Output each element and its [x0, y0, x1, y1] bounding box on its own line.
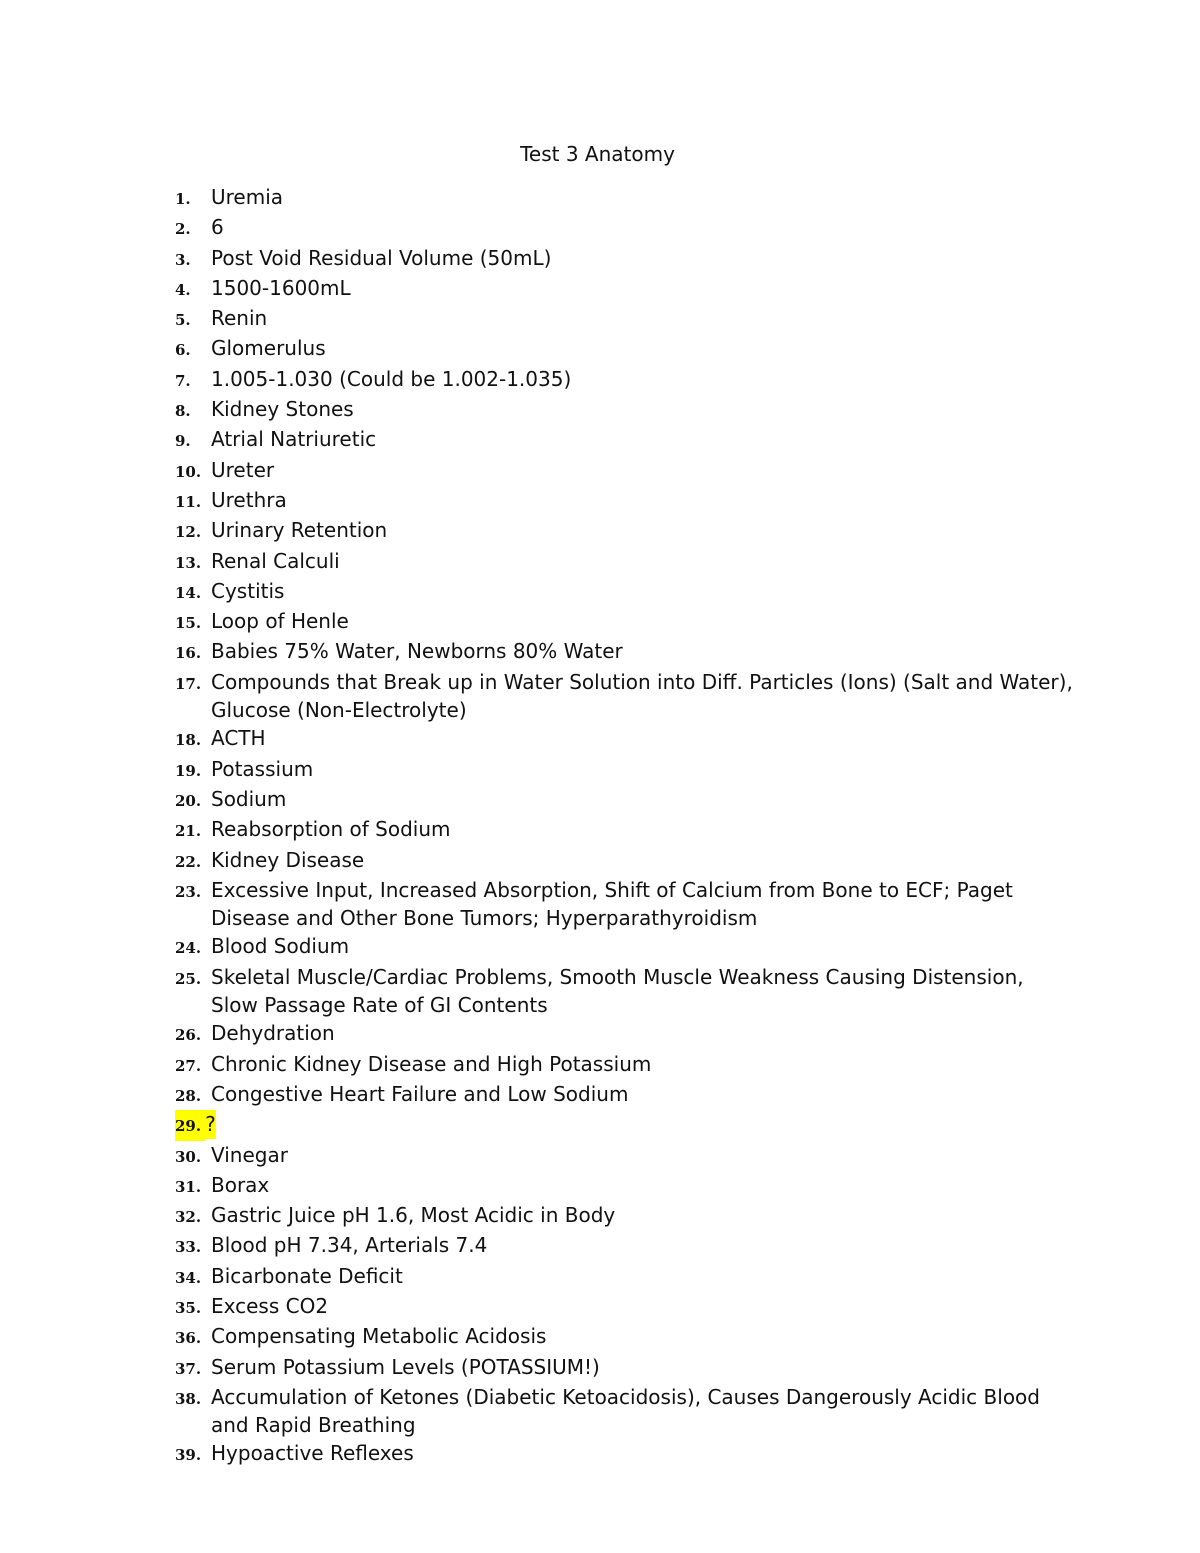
answer-item	[175, 1353, 1075, 1383]
answer-item	[175, 1439, 1075, 1469]
answer-text: Cystitis	[211, 578, 285, 603]
answer-item	[175, 486, 1075, 516]
answer-number: 39.	[175, 1446, 202, 1465]
answer-number: 9.	[175, 432, 191, 451]
answer-text: Blood Sodium	[211, 934, 350, 959]
answer-text: Blood pH 7.34, Arterials 7.4	[211, 1233, 488, 1258]
answer-number: 21.	[175, 822, 202, 841]
answer-item	[175, 1110, 1075, 1140]
answer-number: 36.	[175, 1329, 202, 1348]
answer-number: 20.	[175, 791, 202, 810]
answer-number: 8.	[175, 402, 191, 421]
answer-item	[175, 183, 1075, 213]
answer-number: 14.	[175, 583, 202, 602]
answer-item	[175, 724, 1075, 754]
answer-item	[175, 668, 1080, 725]
answer-text: Kidney Stones	[211, 397, 354, 422]
answer-number: 23.	[175, 882, 202, 901]
answer-number: 5.	[175, 311, 191, 330]
answer-item	[175, 1383, 1075, 1440]
answer-text: Ureter	[211, 457, 275, 482]
answer-text: Urinary Retention	[211, 518, 388, 543]
answer-number: 33.	[175, 1238, 202, 1257]
answer-text: Bicarbonate Deficit	[211, 1263, 403, 1288]
answer-number: 28.	[175, 1086, 202, 1105]
answer-text: Renin	[211, 306, 268, 331]
answer-item	[175, 456, 1075, 486]
answer-item	[175, 1201, 1075, 1231]
answer-number: 26.	[175, 1026, 202, 1045]
answer-text: ?	[205, 1110, 216, 1138]
answer-item	[175, 1019, 1075, 1049]
answer-item	[175, 1080, 1075, 1110]
answer-number: 25.	[175, 969, 202, 988]
answer-item	[175, 963, 1075, 1020]
answer-item	[175, 815, 1075, 845]
answer-text: Excess CO2	[211, 1293, 329, 1318]
answer-item	[175, 1292, 1075, 1322]
answer-number: 7.	[175, 371, 191, 390]
answer-item	[175, 785, 1075, 815]
answer-text: Accumulation of Ketones (Diabetic Ketoacidosis), Causes Dangerously Acidic Blood and Rapid Breathing	[211, 1384, 1047, 1438]
answer-item	[175, 274, 1075, 304]
answer-text: Dehydration	[211, 1021, 335, 1046]
answer-item	[175, 213, 1075, 243]
answer-text: Potassium	[211, 756, 314, 781]
answer-item	[175, 1322, 1075, 1352]
answer-text: Glomerulus	[211, 336, 326, 361]
answer-text: 1500-1600mL	[211, 275, 351, 300]
answer-number: 12.	[175, 523, 202, 542]
answer-number: 6.	[175, 341, 191, 360]
answer-text: Vinegar	[211, 1142, 288, 1167]
answer-text: Compensating Metabolic Acidosis	[211, 1324, 547, 1349]
answer-number: 4.	[175, 280, 191, 299]
answer-number: 15.	[175, 614, 202, 633]
answer-list	[175, 183, 1080, 1470]
answer-item	[175, 1141, 1075, 1171]
answer-number: 19.	[175, 761, 202, 780]
answer-item	[175, 365, 1075, 395]
answer-number: 31.	[175, 1177, 202, 1196]
answer-number: 35.	[175, 1298, 202, 1317]
answer-item	[175, 395, 1075, 425]
answer-text: Loop of Henle	[211, 609, 349, 634]
answer-text: Excessive Input, Increased Absorption, Shift of Calcium from Bone to ECF; Paget Disease and Other Bone Tumors; Hyperparathyroidism	[211, 877, 1020, 931]
answer-text: 1.005-1.030 (Could be 1.002-1.035)	[211, 366, 572, 391]
answer-item	[175, 516, 1075, 546]
answer-text: Hypoactive Reflexes	[211, 1441, 414, 1466]
answer-text: Uremia	[211, 185, 284, 209]
answer-number: 24.	[175, 939, 202, 958]
answer-text: Post Void Residual Volume (50mL)	[211, 245, 552, 270]
answer-item	[175, 425, 1075, 455]
answer-item	[175, 1050, 1075, 1080]
answer-text: Gastric Juice pH 1.6, Most Acidic in Body	[211, 1203, 616, 1228]
answer-number: 16.	[175, 644, 202, 663]
answer-item	[175, 932, 1075, 962]
answer-item	[175, 876, 1075, 933]
answer-text: Renal Calculi	[211, 548, 340, 573]
answer-item	[175, 547, 1075, 577]
answer-number: 29.	[175, 1110, 205, 1140]
document-title: Test 3 Anatomy	[520, 142, 675, 166]
answer-text: ACTH	[211, 726, 266, 751]
answer-item	[175, 304, 1075, 334]
answer-text: Urethra	[211, 487, 287, 512]
answer-item	[175, 244, 1075, 274]
answer-item	[175, 846, 1075, 876]
answer-text: Congestive Heart Failure and Low Sodium	[211, 1081, 629, 1106]
answer-text: Kidney Disease	[211, 847, 365, 872]
answer-text: Skeletal Muscle/Cardiac Problems, Smooth Muscle Weakness Causing Distension, Slow Passage Rate of GI Contents	[211, 964, 1030, 1018]
answer-number: 34.	[175, 1268, 202, 1287]
answer-item	[175, 1231, 1075, 1261]
answer-item	[175, 1262, 1075, 1292]
answer-text: Serum Potassium Levels (POTASSIUM!)	[211, 1354, 600, 1379]
answer-text: Compounds that Break up in Water Solution into Diff. Particles (Ions) (Salt and Water), Glucose (Non-Electrolyte)	[211, 669, 1080, 723]
answer-text: Chronic Kidney Disease and High Potassium	[211, 1051, 652, 1076]
answer-number: 3.	[175, 250, 191, 269]
answer-number: 27.	[175, 1056, 202, 1075]
answer-item	[175, 607, 1075, 637]
answer-item	[175, 577, 1075, 607]
answer-text: Atrial Natriuretic	[211, 427, 377, 452]
answer-number: 18.	[175, 731, 202, 750]
answer-number: 10.	[175, 462, 202, 481]
answer-text: Borax	[211, 1172, 270, 1197]
answer-item	[175, 334, 1075, 364]
answer-item	[175, 637, 1075, 667]
answer-text: Reabsorption of Sodium	[211, 817, 451, 842]
answer-text: Sodium	[211, 786, 287, 811]
answer-number: 11.	[175, 492, 202, 511]
answer-number: 2.	[175, 220, 191, 239]
answer-number: 30.	[175, 1147, 202, 1166]
answer-text: 6	[211, 215, 224, 240]
answer-number: 1.	[175, 190, 191, 208]
answer-number: 13.	[175, 553, 202, 572]
answer-number: 37.	[175, 1359, 202, 1378]
answer-number: 22.	[175, 852, 202, 871]
answer-text: Babies 75% Water, Newborns 80% Water	[211, 639, 623, 664]
answer-number: 17.	[175, 674, 202, 693]
answer-item	[175, 755, 1075, 785]
answer-item	[175, 1171, 1075, 1201]
answer-number: 32.	[175, 1208, 202, 1227]
answer-number: 38.	[175, 1389, 202, 1408]
